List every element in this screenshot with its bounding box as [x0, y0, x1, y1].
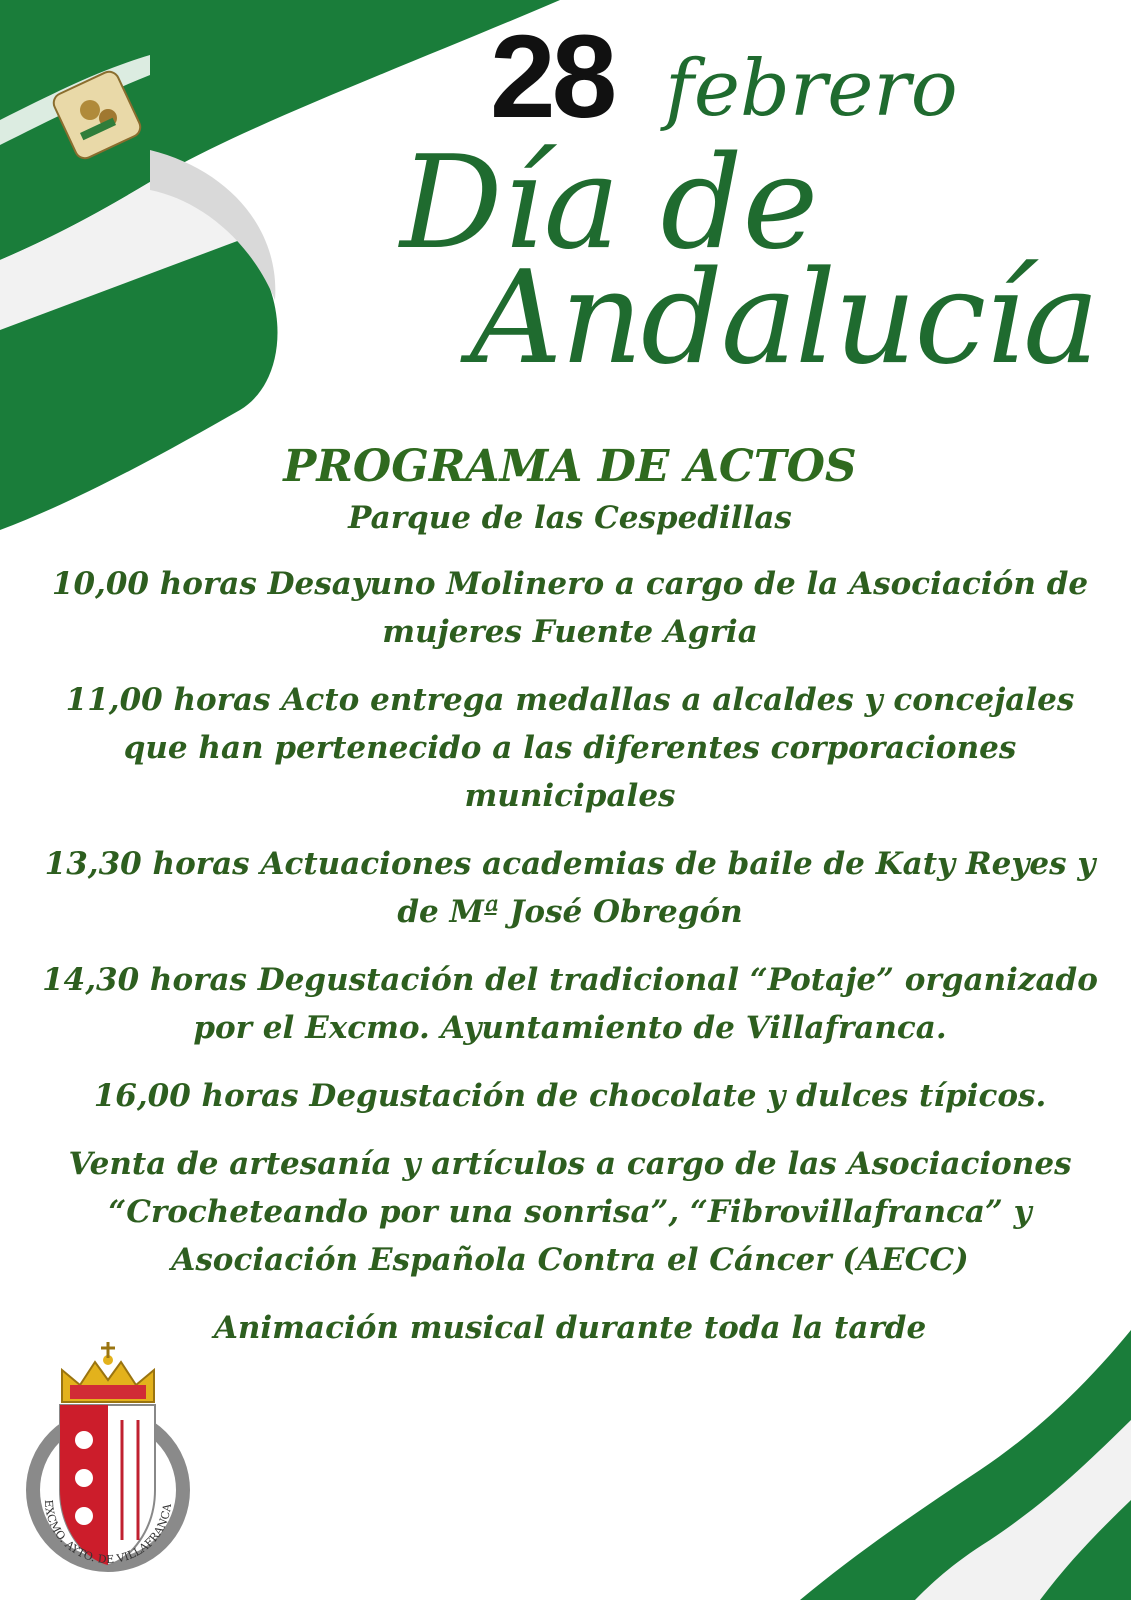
program-event: 16,00 horas Degustación de chocolate y dulces típicos.: [93, 1078, 1047, 1114]
villafranca-crest: [33, 1342, 183, 1565]
event-title-line-2: Andalucía: [470, 244, 1098, 393]
program-location: Parque de las Cespedillas: [348, 500, 792, 536]
program-section: [30, 440, 1110, 1352]
bottom-right-flag-ribbon: [800, 1330, 1131, 1600]
program-event: Venta de artesanía y artículos a cargo de las Asociaciones “Crocheteando por una sonrisa”, “Fibrovillafranca” y Asociación Española Contra el Cáncer (AECC): [68, 1146, 1072, 1278]
date-number: 28: [490, 11, 614, 143]
crest-caption: EXCMO. AYTO. DE VILLAFRANCA: [41, 1499, 174, 1567]
date-month: febrero: [665, 44, 958, 134]
program-event: 13,30 horas Actuaciones academias de baile de Katy Reyes y de Mª José Obregón: [44, 846, 1096, 930]
program-event: Animación musical durante toda la tarde: [213, 1310, 927, 1346]
program-event: 14,30 horas Degustación del tradicional “Potaje” organizado por el Excmo. Ayuntamiento de Villafranca.: [42, 962, 1098, 1046]
program-title: PROGRAMA DE ACTOS: [283, 441, 857, 492]
program-event: 11,00 horas Acto entrega medallas a alcaldes y concejales que han pertenecido a las diferentes corporaciones municipales: [65, 682, 1075, 814]
event-title-line-1: Día de: [400, 129, 819, 278]
program-event: 10,00 horas Desayuno Molinero a cargo de la Asociación de mujeres Fuente Agria: [51, 566, 1089, 650]
